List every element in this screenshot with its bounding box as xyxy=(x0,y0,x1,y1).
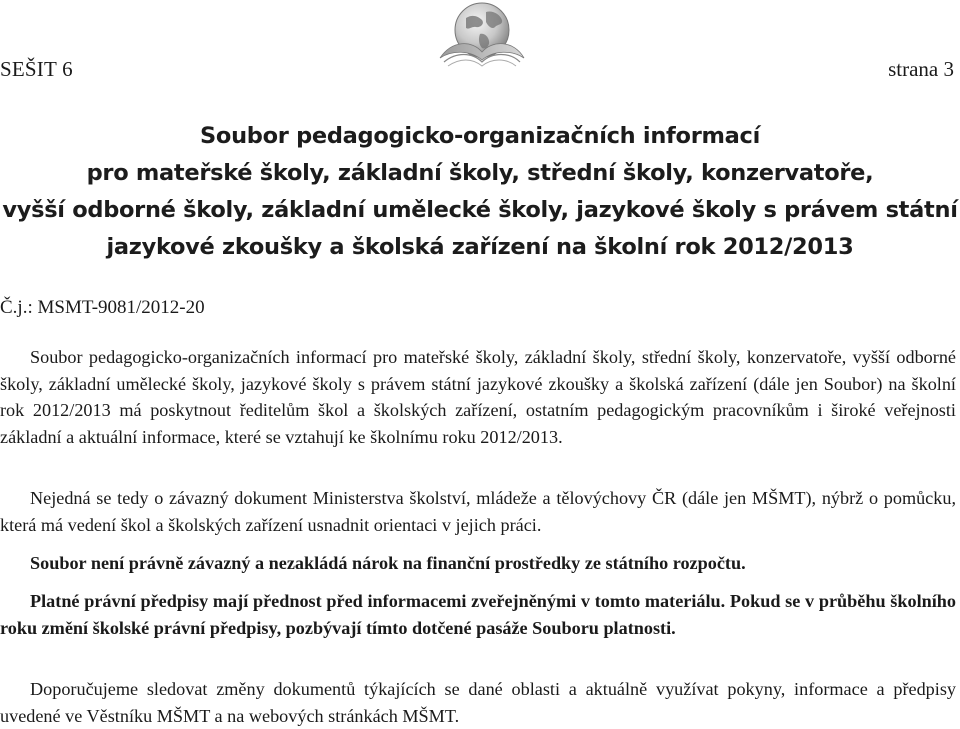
paragraph-text: Soubor není právně závazný a nezakládá nárok na finanční prostředky ze státního rozpočtu. xyxy=(30,553,746,573)
title-line: jazykové zkoušky a školská zařízení na školní rok 2012/2013 xyxy=(106,234,854,260)
paragraph-intro xyxy=(0,344,956,450)
header-page-number: strana 3 xyxy=(888,57,954,81)
reference-number: Č.j.: MSMT-9081/2012-20 xyxy=(0,297,205,318)
globe-book-icon xyxy=(422,0,538,72)
title-line: Soubor pedagogicko-organizačních informací xyxy=(200,123,760,149)
document-title xyxy=(0,118,960,266)
paragraph-text: Doporučujeme sledovat změny dokumentů týkajících se dané oblasti a aktuálně využívat pokyny, informace a předpisy uvedené ve Věstníku MŠMT a na webových stránkách MŠMT. xyxy=(0,679,956,726)
paragraph-recommendation xyxy=(0,676,956,729)
header-series: SEŠIT 6 xyxy=(0,57,73,81)
paragraph-not-binding-document xyxy=(0,485,956,538)
paragraph-text: Nejedná se tedy o závazný dokument Ministerstva školství, mládeže a tělovýchovy ČR (dále jen MŠMT), nýbrž o pomůcku, která má vedení škol a školských zařízení usnadnit orientaci v jejich práci. xyxy=(0,488,956,535)
title-line: pro mateřské školy, základní školy, střední školy, konzervatoře, xyxy=(86,160,874,186)
paragraph-no-legal-claim xyxy=(0,550,956,577)
paragraph-legal-precedence xyxy=(0,588,956,641)
title-line: vyšší odborné školy, základní umělecké školy, jazykové školy s právem státní xyxy=(2,197,958,223)
paragraph-text: Soubor pedagogicko-organizačních informací pro mateřské školy, základní školy, střední školy, konzervatoře, vyšší odborné školy, základní umělecké školy, jazykové školy s právem státní jazykové zkoušky a školská zařízení (dále jen Soubor) na školní rok 2012/2013 má poskytnout ředitelům škol a školských zařízení, ostatním pedagogickým pracovníkům i široké veřejnosti základní a aktuální informace, které se vztahují ke školnímu roku 2012/2013. xyxy=(0,347,956,447)
paragraph-text: Platné právní předpisy mají přednost před informacemi zveřejněnými v tomto materiálu. Pokud se v průběhu školního roku změní školské právní předpisy, pozbývají tímto dotčené pasáže Souboru platnosti. xyxy=(0,591,956,638)
